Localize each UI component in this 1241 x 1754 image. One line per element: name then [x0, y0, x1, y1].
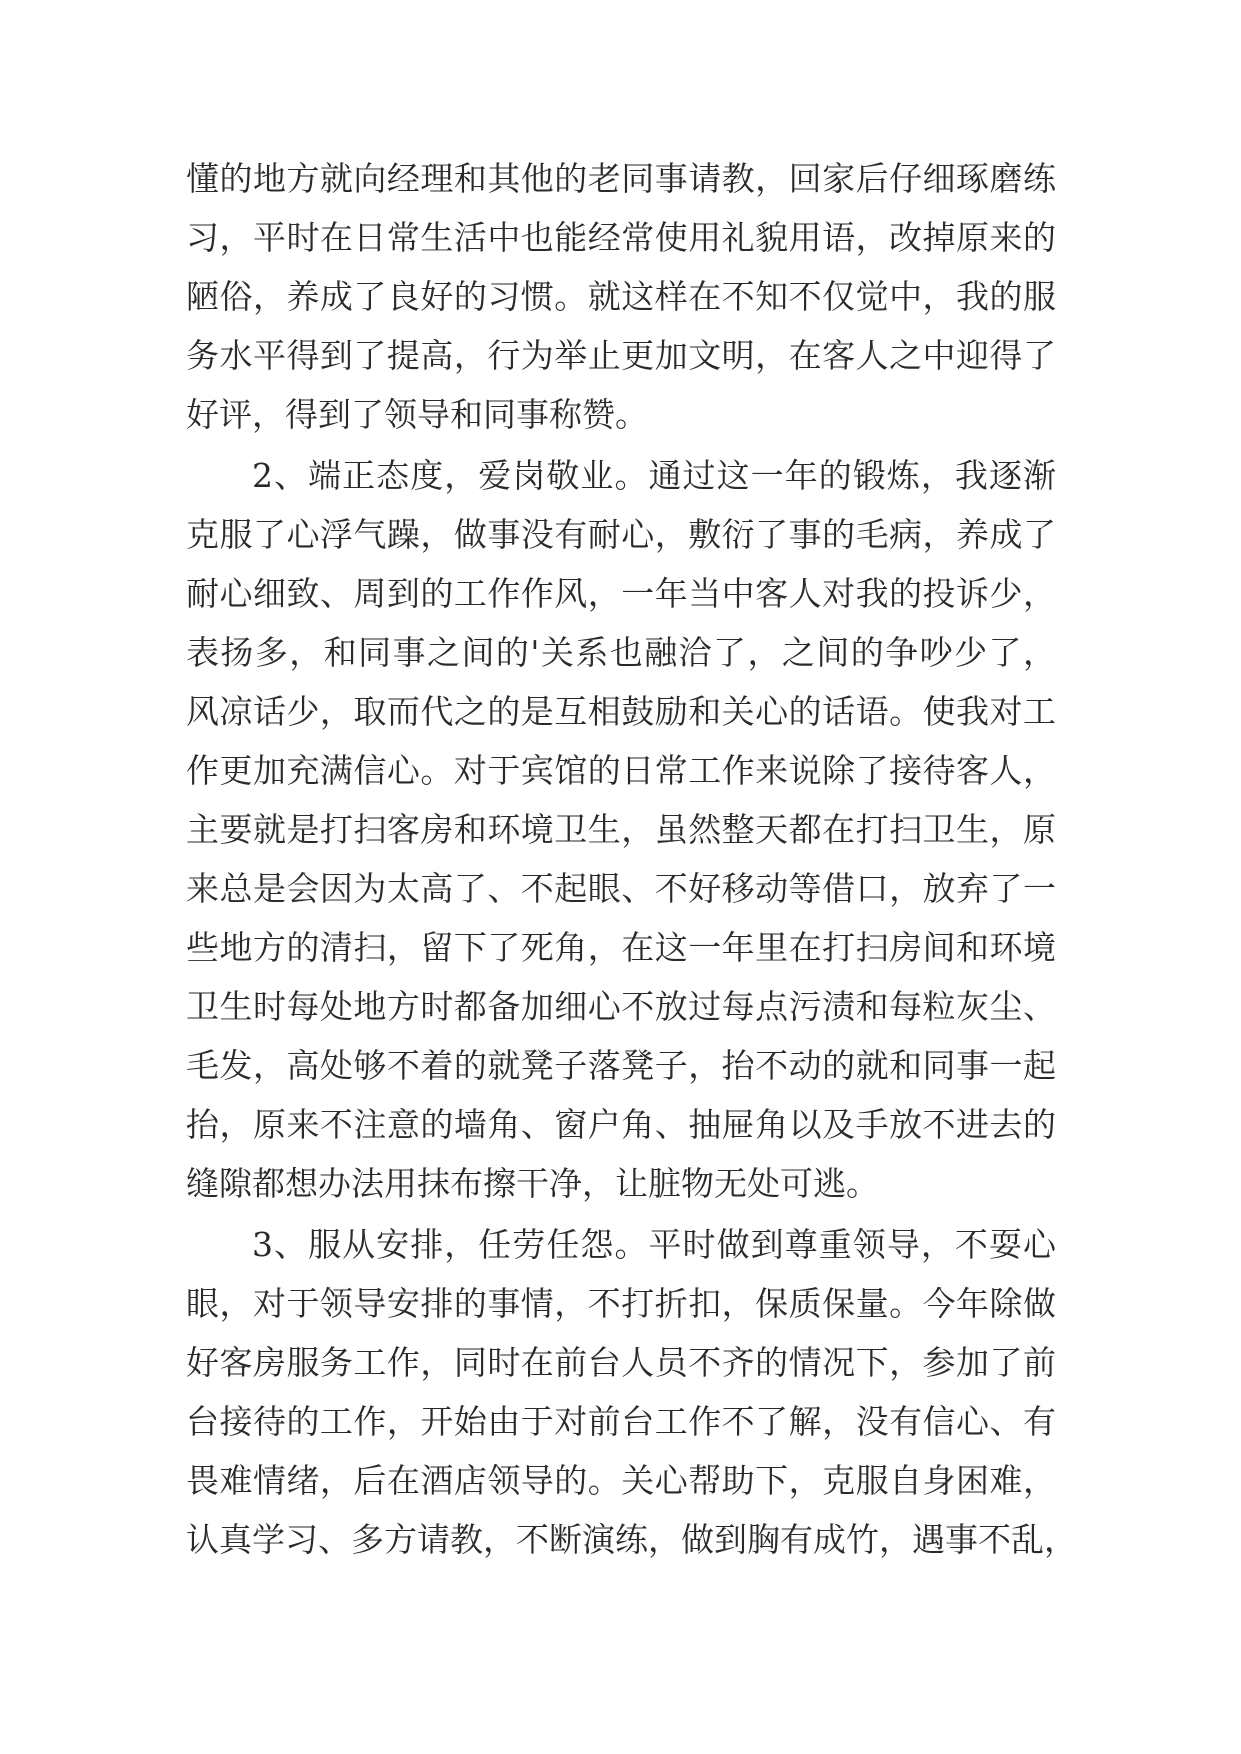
text-line: 毛发，高处够不着的就凳子落凳子，抬不动的就和同事一起	[186, 1046, 1056, 1085]
text-line: 懂的地方就向经理和其他的老同事请教，回家后仔细琢磨练	[186, 159, 1056, 198]
text-line: 眼，对于领导安排的事情，不打折扣，保质保量。今年除做	[186, 1284, 1056, 1323]
text-line: 来总是会因为太高了、不起眼、不好移动等借口，放弃了一	[186, 869, 1056, 908]
text-line: 主要就是打扫客房和环境卫生，虽然整天都在打扫卫生，原	[186, 810, 1056, 849]
text-line: 认真学习、多方请教，不断演练，做到胸有成竹，遇事不乱，	[186, 1520, 1077, 1559]
text-line: 表扬多，和同事之间的'关系也融洽了，之间的争吵少了，	[186, 633, 1056, 672]
text-line: 陋俗，养成了良好的习惯。就这样在不知不仅觉中，我的服	[186, 277, 1056, 316]
text-line: 耐心细致、周到的工作作风，一年当中客人对我的投诉少，	[186, 574, 1056, 613]
text-line: 克服了心浮气躁，做事没有耐心，敷衍了事的毛病，养成了	[186, 515, 1056, 554]
text-line: 缝隙都想办法用抹布擦干净，让脏物无处可逃。	[186, 1164, 879, 1203]
paragraph-2-first-line: 2、端正态度，爱岗敬业。通过这一年的锻炼，我逐渐	[252, 456, 1056, 495]
text-line: 作更加充满信心。对于宾馆的日常工作来说除了接待客人，	[186, 751, 1056, 790]
text-line: 务水平得到了提高，行为举止更加文明，在客人之中迎得了	[186, 336, 1056, 375]
text-line: 抬，原来不注意的墙角、窗户角、抽屉角以及手放不进去的	[186, 1105, 1056, 1144]
text-line: 台接待的工作，开始由于对前台工作不了解，没有信心、有	[186, 1402, 1056, 1441]
text-line: 畏难情绪，后在酒店领导的。关心帮助下，克服自身困难，	[186, 1461, 1056, 1500]
paragraph-3-first-line: 3、服从安排，任劳任怨。平时做到尊重领导，不耍心	[252, 1225, 1056, 1264]
text-line: 些地方的清扫，留下了死角，在这一年里在打扫房间和环境	[186, 928, 1056, 967]
text-line: 卫生时每处地方时都备加细心不放过每点污渍和每粒灰尘、	[186, 987, 1056, 1026]
text-line: 好客房服务工作，同时在前台人员不齐的情况下，参加了前	[186, 1343, 1056, 1382]
text-line: 风凉话少，取而代之的是互相鼓励和关心的话语。使我对工	[186, 692, 1056, 731]
text-line: 好评，得到了领导和同事称赞。	[186, 395, 648, 434]
text-line: 习，平时在日常生活中也能经常使用礼貌用语，改掉原来的	[186, 218, 1056, 257]
